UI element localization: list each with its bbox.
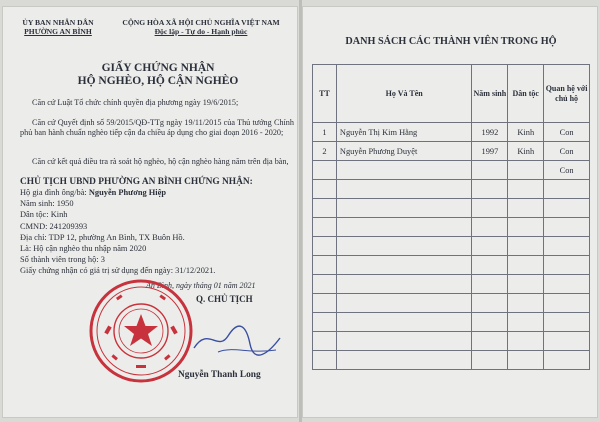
household-label: Hộ gia đình ông/bà: (20, 188, 89, 197)
table-row (313, 256, 590, 275)
table-row (313, 237, 590, 256)
members-table (312, 64, 590, 370)
cell-tt (313, 180, 337, 199)
cell-birth-year (472, 218, 508, 237)
cell-relationship: Con (544, 142, 590, 161)
cell-name (336, 294, 472, 313)
cell-name (336, 180, 472, 199)
members-panel (302, 6, 598, 418)
cell-ethnicity (508, 237, 544, 256)
cell-name (336, 256, 472, 275)
cell-birth-year (472, 199, 508, 218)
birth-year: Năm sinh: 1950 (20, 199, 74, 208)
national-header (108, 18, 294, 36)
table-row (313, 123, 590, 142)
cell-ethnicity: Kinh (508, 142, 544, 161)
cell-ethnicity (508, 313, 544, 332)
cell-relationship: Con (544, 123, 590, 142)
certificate-title: GIẤY CHỨNG NHẬN (101, 62, 215, 74)
cell-birth-year (472, 275, 508, 294)
cell-ethnicity (508, 199, 544, 218)
cell-name (336, 351, 472, 370)
authority-line1: ỦY BAN NHÂN DÂN (22, 18, 94, 27)
legal-basis-3: Căn cứ kết quả điều tra rà soát hộ nghèo, hộ cận nghèo hàng năm trên địa bàn, (32, 157, 289, 166)
household-line (20, 188, 294, 198)
ethnicity: Dân tộc: Kinh (20, 210, 68, 219)
cell-birth-year: 1992 (472, 123, 508, 142)
table-row (313, 294, 590, 313)
cell-ethnicity (508, 294, 544, 313)
cell-name (336, 237, 472, 256)
sign-date: An Bình, ngày tháng 01 năm 2021 (146, 281, 256, 290)
id-number: CMND: 241209393 (20, 222, 88, 231)
cell-tt (313, 161, 337, 180)
signer-name: Nguyễn Thanh Long (178, 370, 261, 380)
table-row (313, 275, 590, 294)
validity-date: Giấy chứng nhận có giá trị sử dụng đến ngày: 31/12/2021. (20, 266, 216, 275)
cell-birth-year (472, 332, 508, 351)
header-relationship: Quan hệ với chủ hộ (544, 65, 590, 123)
cell-name (336, 313, 472, 332)
authority-line2: PHƯỜNG AN BÌNH (24, 27, 92, 36)
cell-relationship: Con (544, 161, 590, 180)
cell-relationship (544, 199, 590, 218)
cell-tt (313, 313, 337, 332)
cell-birth-year (472, 294, 508, 313)
table-row (313, 180, 590, 199)
table-row (313, 313, 590, 332)
table-row (313, 199, 590, 218)
cell-ethnicity: Kinh (508, 123, 544, 142)
issuing-authority (12, 18, 104, 36)
cell-relationship (544, 218, 590, 237)
cell-relationship (544, 313, 590, 332)
cell-birth-year (472, 161, 508, 180)
certificate-subtitle: HỘ NGHÈO, HỘ CẬN NGHÈO (77, 75, 239, 87)
legal-basis-2: Căn cứ Quyết định số 59/2015/QĐ-TTg ngày 19/11/2015 của Thủ tướng Chính phủ ban hành chuẩn nghèo tiếp cận đa chiều áp dụng cho giai đoạn 2016 - 2020; (20, 118, 294, 137)
header-birth-year: Năm sinh (472, 65, 508, 123)
cell-relationship (544, 180, 590, 199)
members-header-row (313, 65, 590, 123)
member-count: Số thành viên trong hộ: 3 (20, 255, 105, 264)
cell-tt: 1 (313, 123, 337, 142)
cell-relationship (544, 237, 590, 256)
cell-name (336, 218, 472, 237)
cell-tt (313, 294, 337, 313)
cell-relationship (544, 294, 590, 313)
table-row (313, 161, 590, 180)
address: Địa chỉ: TDP 12, phường An Bình, TX Buôn Hồ. (20, 233, 185, 242)
cell-tt (313, 237, 337, 256)
cell-ethnicity (508, 351, 544, 370)
cell-birth-year: 1997 (472, 142, 508, 161)
cell-name (336, 161, 472, 180)
cell-name (336, 199, 472, 218)
cell-birth-year (472, 180, 508, 199)
cell-ethnicity (508, 180, 544, 199)
cell-relationship (544, 351, 590, 370)
cell-tt (313, 218, 337, 237)
members-title: DANH SÁCH CÁC THÀNH VIÊN TRONG HỘ (345, 36, 557, 47)
household-name: Nguyễn Phương Hiệp (88, 188, 167, 197)
cell-tt (313, 199, 337, 218)
cell-name: Nguyễn Phương Duyệt (336, 142, 472, 161)
header-name: Họ Và Tên (336, 65, 472, 123)
nation-line: CỘNG HÒA XÃ HỘI CHỦ NGHĨA VIỆT NAM (122, 18, 280, 27)
motto-line: Độc lập - Tự do - Hạnh phúc (154, 27, 248, 36)
cell-tt (313, 275, 337, 294)
cell-tt (313, 256, 337, 275)
header-tt: TT (313, 65, 337, 123)
cell-birth-year (472, 256, 508, 275)
cell-name (336, 275, 472, 294)
table-row (313, 142, 590, 161)
chairman-heading: CHỦ TỊCH UBND PHƯỜNG AN BÌNH CHỨNG NHẬN: (20, 177, 253, 187)
members-table-body (313, 123, 590, 370)
cell-birth-year (472, 351, 508, 370)
cell-ethnicity (508, 332, 544, 351)
cell-name (336, 332, 472, 351)
household-category: Là: Hộ cận nghèo thu nhập năm 2020 (20, 244, 147, 253)
cell-ethnicity (508, 218, 544, 237)
table-row (313, 351, 590, 370)
header-ethnicity: Dân tộc (508, 65, 544, 123)
cell-ethnicity (508, 256, 544, 275)
cell-name: Nguyễn Thị Kim Hằng (336, 123, 472, 142)
table-row (313, 218, 590, 237)
signature-icon (188, 318, 284, 362)
table-row (313, 332, 590, 351)
cell-relationship (544, 256, 590, 275)
cell-relationship (544, 332, 590, 351)
cell-tt: 2 (313, 142, 337, 161)
cell-birth-year (472, 237, 508, 256)
cell-ethnicity (508, 275, 544, 294)
signer-role: Q. CHỦ TỊCH (196, 294, 253, 304)
legal-basis-1: Căn cứ Luật Tổ chức chính quyền địa phương ngày 19/6/2015; (32, 98, 239, 107)
cell-relationship (544, 275, 590, 294)
cell-birth-year (472, 313, 508, 332)
cell-tt (313, 351, 337, 370)
cell-tt (313, 332, 337, 351)
cell-ethnicity (508, 161, 544, 180)
